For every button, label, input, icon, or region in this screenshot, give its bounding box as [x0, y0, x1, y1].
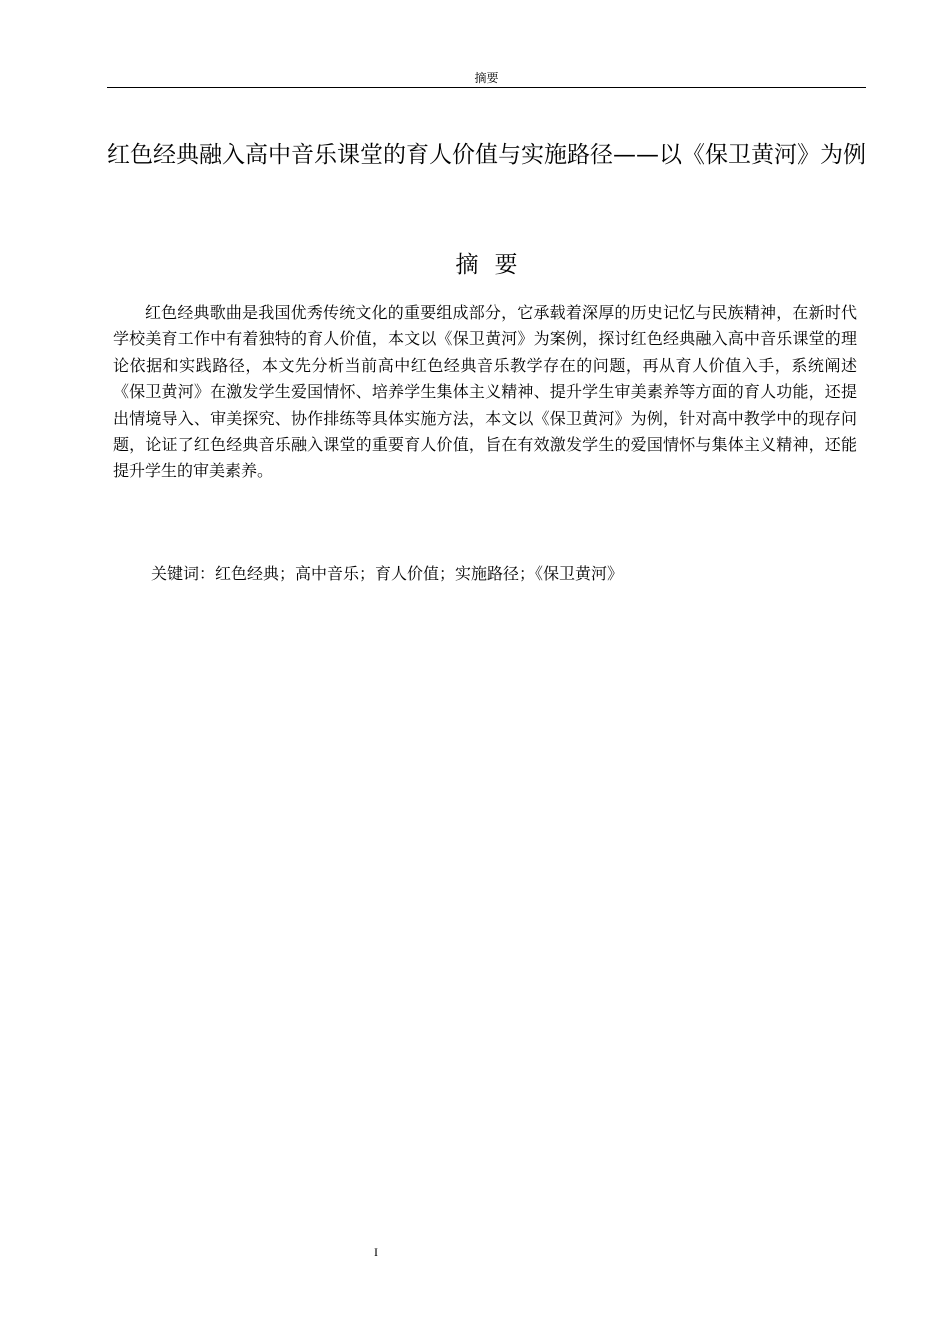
abstract-heading: 摘要 [455, 252, 534, 278]
keywords-text: 红色经典；高中音乐；育人价值；实施路径；《保卫黄河》 [215, 564, 624, 583]
keywords-line [151, 562, 851, 586]
document-title: 红色经典融入高中音乐课堂的育人价值与实施路径——以《保卫黄河》为例 [107, 142, 866, 168]
abstract-body: 红色经典歌曲是我国优秀传统文化的重要组成部分，它承载着深厚的历史记忆与民族精神，在新时代学校美育工作中有着独特的育人价值，本文以《保卫黄河》为案例，探讨红色经典融入高中音乐课堂的理论依据和实践路径，本文先分析当前高中红色经典音乐教学存在的问题，再从育人价值入手，系统阐述《保卫黄河》在激发学生爱国情怀、培养学生集体主义精神、提升学生审美素养等方面的育人功能，还提出情境导入、审美探究、协作排练等具体实施方法，本文以《保卫黄河》为例，针对高中教学中的现存问题，论证了红色经典音乐融入课堂的重要育人价值，旨在有效激发学生的爱国情怀与集体主义精神，还能提升学生的审美素养。 [113, 303, 857, 481]
running-header: 摘要 [474, 71, 499, 85]
keywords-label: 关键词： [151, 564, 216, 583]
header-rule [107, 87, 866, 88]
page-number: I [374, 1245, 378, 1259]
